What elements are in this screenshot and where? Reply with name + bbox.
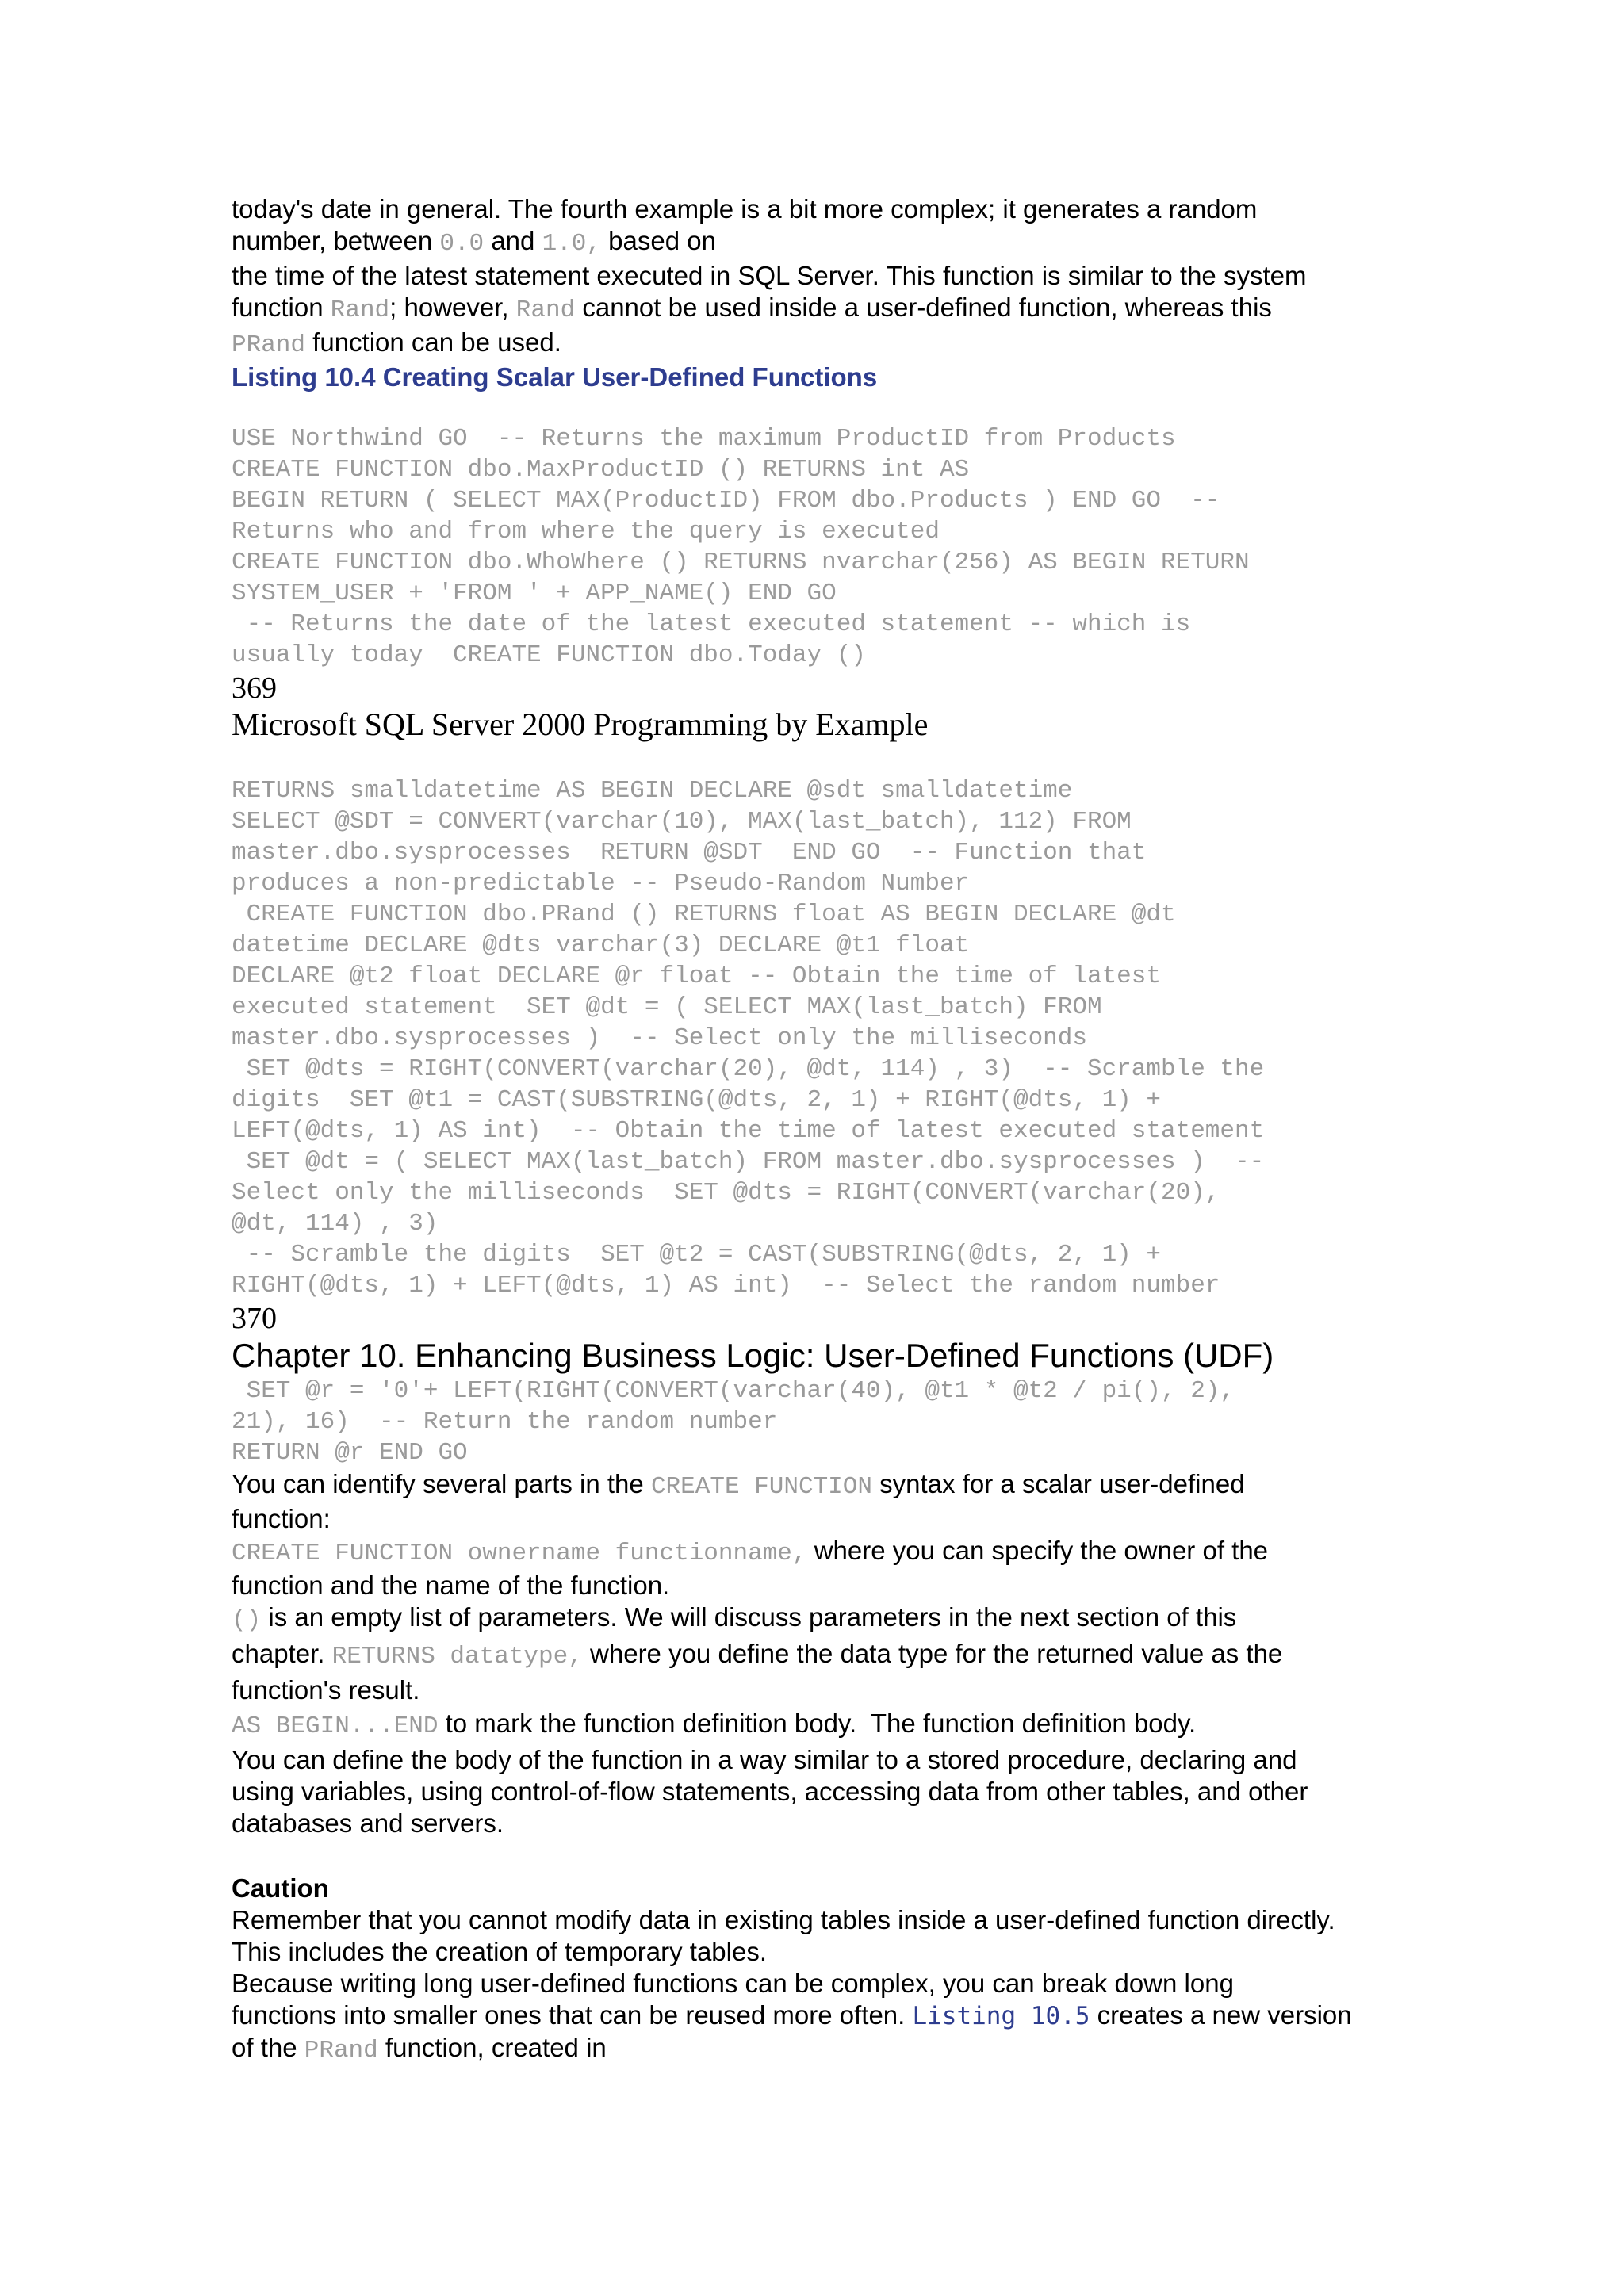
body-line: You can define the body of the function in a way similar to a stored procedure, declaring and xyxy=(232,1745,1297,1774)
body-text: chapter. xyxy=(232,1639,332,1668)
intro-line xyxy=(232,225,1397,260)
inline-code: PRand xyxy=(304,2037,378,2064)
code-line: 21), 16) -- Return the random number xyxy=(232,1408,778,1436)
code-line: SET @dt = ( SELECT MAX(last_batch) FROM master.dbo.sysprocesses ) -- xyxy=(232,1148,1265,1176)
intro-text: based on xyxy=(600,226,716,255)
code-line: SELECT @SDT = CONVERT(varchar(10), MAX(last_batch), 112) FROM xyxy=(232,808,1132,836)
book-title: Microsoft SQL Server 2000 Programming by Example xyxy=(232,706,929,742)
body-text: creates a new version xyxy=(1090,2000,1352,2030)
inline-code: () xyxy=(232,1606,262,1634)
code-line: -- Returns the date of the latest executed statement -- which is xyxy=(232,610,1191,638)
document-page xyxy=(232,193,1397,2067)
intro-line xyxy=(232,193,1397,225)
body-line: databases and servers. xyxy=(232,1808,504,1838)
inline-code: RETURNS datatype, xyxy=(331,1643,583,1670)
code-line: @dt, 114) , 3) xyxy=(232,1210,439,1238)
caution-heading: Caution xyxy=(232,1873,329,1903)
body-line: using variables, using control-of-flow statements, accessing data from other tables, and other xyxy=(232,1777,1308,1806)
code-line: RETURNS smalldatetime AS BEGIN DECLARE @sdt smalldatetime xyxy=(232,777,1073,805)
intro-line xyxy=(232,260,1397,292)
body-line xyxy=(232,1468,1397,1503)
intro-text: cannot be used inside a user-defined function, whereas this xyxy=(575,293,1272,322)
code-line: BEGIN RETURN ( SELECT MAX(ProductID) FROM dbo.Products ) END GO -- xyxy=(232,487,1220,515)
listing-heading: Listing 10.4 Creating Scalar User-Defined Functions xyxy=(232,362,878,392)
intro-line xyxy=(232,292,1397,327)
body-text: syntax for a scalar user-defined xyxy=(871,1469,1245,1498)
code-block-2 xyxy=(232,775,1397,1301)
inline-code: PRand xyxy=(232,331,306,359)
intro-text: function can be used. xyxy=(305,327,561,357)
listing-link[interactable]: Listing 10.5 xyxy=(912,2002,1090,2030)
body-line: Remember that you cannot modify data in existing tables inside a user-defined function directly. xyxy=(232,1905,1335,1934)
body-text: is an empty list of parameters. We will discuss parameters in the next section of this xyxy=(261,1602,1237,1632)
inline-code: Rand xyxy=(330,297,390,324)
bullet-line xyxy=(232,1706,1397,1744)
code-line: SET @dts = RIGHT(CONVERT(varchar(20), @dt, 114) , 3) -- Scramble the xyxy=(232,1055,1265,1083)
bullet-line xyxy=(232,1535,1397,1570)
code-block-3 xyxy=(232,1376,1397,1468)
body-line xyxy=(232,1999,1397,2032)
code-line: usually today CREATE FUNCTION dbo.Today () xyxy=(232,641,866,669)
inline-code: CREATE FUNCTION ownername functionname, xyxy=(232,1540,807,1567)
code-line: CREATE FUNCTION dbo.WhoWhere () RETURNS nvarchar(256) AS BEGIN RETURN xyxy=(232,549,1250,576)
code-line: master.dbo.sysprocesses RETURN @SDT END GO -- Function that xyxy=(232,839,1147,867)
code-line: Returns who and from where the query is executed xyxy=(232,518,940,545)
intro-text: function xyxy=(232,293,331,322)
code-line: CREATE FUNCTION dbo.PRand () RETURNS float AS BEGIN DECLARE @dt xyxy=(232,901,1176,928)
page-number: 369 xyxy=(232,672,277,705)
bullet-line xyxy=(232,1636,1397,1674)
body-line: function: xyxy=(232,1504,331,1533)
inline-code: AS BEGIN...END xyxy=(232,1712,439,1740)
code-line: datetime DECLARE @dts varchar(3) DECLARE @t1 float xyxy=(232,932,970,959)
intro-text: ; however, xyxy=(389,293,516,322)
body-line: This includes the creation of temporary tables. xyxy=(232,1937,768,1966)
code-line: CREATE FUNCTION dbo.MaxProductID () RETURNS int AS xyxy=(232,456,970,484)
code-line: RETURN @r END GO xyxy=(232,1439,468,1467)
code-line: produces a non-predictable -- Pseudo-Random Number xyxy=(232,870,970,897)
intro-text: and xyxy=(484,226,542,255)
code-line: SET @r = '0'+ LEFT(RIGHT(CONVERT(varchar(40), @t1 * @t2 / pi(), 2), xyxy=(232,1377,1235,1405)
inline-code: 0.0 xyxy=(439,230,485,258)
code-line: USE Northwind GO -- Returns the maximum ProductID from Products xyxy=(232,425,1176,453)
code-line: master.dbo.sysprocesses ) -- Select only the milliseconds xyxy=(232,1024,1087,1052)
intro-line xyxy=(232,327,1397,362)
body-line: Because writing long user-defined functions can be complex, you can break down long xyxy=(232,1969,1234,1998)
code-block-1 xyxy=(232,423,1397,671)
body-text: The function definition body. xyxy=(864,1709,1197,1738)
code-line: RIGHT(@dts, 1) + LEFT(@dts, 1) AS int) -- Select the random number xyxy=(232,1272,1220,1299)
inline-code: Rand xyxy=(515,297,576,324)
code-line: SYSTEM_USER + 'FROM ' + APP_NAME() END GO xyxy=(232,580,837,607)
body-text: to mark the function definition body. xyxy=(438,1709,864,1738)
page-number: 370 xyxy=(232,1302,277,1335)
body-line: function and the name of the function. xyxy=(232,1571,670,1600)
inline-code: 1.0, xyxy=(542,230,601,258)
body-line xyxy=(232,2032,1397,2067)
body-text: You can identify several parts in the xyxy=(232,1469,651,1498)
intro-text: today's date in general. The fourth example is a bit more complex; it generates a random xyxy=(232,194,1258,224)
bullet-line xyxy=(232,1601,1397,1636)
inline-code: CREATE FUNCTION xyxy=(650,1473,872,1501)
code-line: Select only the milliseconds SET @dts = RIGHT(CONVERT(varchar(20), xyxy=(232,1179,1220,1207)
code-line: LEFT(@dts, 1) AS int) -- Obtain the time of latest executed statement xyxy=(232,1117,1265,1145)
body-text: function, created in xyxy=(377,2033,607,2062)
body-text: of the xyxy=(232,2033,304,2062)
code-line: -- Scramble the digits SET @t2 = CAST(SUBSTRING(@dts, 2, 1) + xyxy=(232,1241,1161,1269)
chapter-title: Chapter 10. Enhancing Business Logic: User-Defined Functions (UDF) xyxy=(232,1337,1274,1374)
intro-text: the time of the latest statement executed in SQL Server. This function is similar to the system xyxy=(232,261,1307,290)
code-line: DECLARE @t2 float DECLARE @r float -- Obtain the time of latest xyxy=(232,962,1161,990)
body-text: functions into smaller ones that can be reused more often. xyxy=(232,2000,913,2030)
body-line: function's result. xyxy=(232,1675,420,1705)
intro-text: number, between xyxy=(232,226,440,255)
code-line: executed statement SET @dt = ( SELECT MAX(last_batch) FROM xyxy=(232,993,1102,1021)
body-text: where you can specify the owner of the xyxy=(806,1536,1269,1565)
body-text: where you define the data type for the returned value as the xyxy=(582,1639,1283,1668)
code-line: digits SET @t1 = CAST(SUBSTRING(@dts, 2, 1) + RIGHT(@dts, 1) + xyxy=(232,1086,1161,1114)
